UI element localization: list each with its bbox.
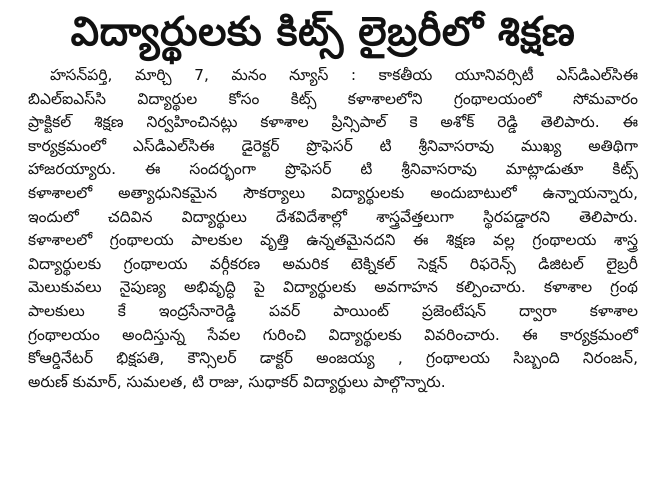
article-line: ఇందులో చదివిన విద్యార్థులు దేశవిదేశాల్లో శాస్త్రవేత్తలుగా స్థిరపడ్డారని తెలిపారు. (28, 207, 638, 226)
headline: విద్యార్థులకు కిట్స్ లైబ్రరీలో శిక్షణ (70, 9, 576, 55)
article-line: ప్రాక్టికల్ శిక్షణ నిర్వహించినట్లు కళాశాల ప్రిన్సిపాల్ కె అశోక్ రెడ్డి తెలిపారు. ఈ (28, 113, 638, 132)
article-line: కళాశాలలో అత్యాధునికమైన సౌకర్యాలు విద్యార్థులకు అందుబాటులో ఉన్నాయన్నారు, (28, 183, 638, 202)
article-line: కోఆర్డినేటర్ భిక్షపతి, కౌన్సిలర్ డాక్టర్ అంజయ్య , గ్రంథాలయ సిబ్బంది నిరంజన్, (28, 349, 638, 368)
article-line: గ్రంథాలయం అందిస్తున్న సేవల గురించి విద్యార్థులకు వివరించారు. ఈ కార్యక్రమంలో (28, 325, 638, 344)
article-body (28, 64, 638, 394)
article-line: కార్యక్రమంలో ఎస్‌డిఎల్‌సిఈ డైరెక్టర్ ప్రొఫెసర్ టి శ్రీనివాసరావు ముఖ్య అతిథిగా (28, 136, 638, 155)
article-line: అరుణ్ కుమార్, సుమలత, టి రాజు, సుధాకర్ విద్యార్థులు పాల్గొన్నారు. (28, 372, 446, 391)
article-line: మెలుకువలు నైపుణ్య అభివృద్ధి పై విద్యార్థులకు అవగాహన కల్పించారు. కళాశాల గ్రంథ (28, 278, 638, 297)
article-line: హసన్‌పర్తి, మార్చి 7, మనం న్యూస్ : కాకతీయ యూనివర్సిటీ ఎస్‌డిఎల్‌సిఈ (50, 66, 638, 84)
article-line: విద్యార్థులకు గ్రంథాలయ వర్గీకరణ అమరిక టెక్నికల్ సెక్షన్ రిఫరెన్స్ డిజిటల్ లైబ్రరీ (28, 254, 638, 273)
article-line: పాలకులు కే ఇంద్రసేనారెడ్డి పవర్ పాయింట్ ప్రజెంటేషన్ ద్వారా కళాశాల (28, 301, 638, 320)
article-line: కళాశాలలో గ్రంథాలయ పాలకుల వృత్తి ఉన్నతమైనదని ఈ శిక్షణ వల్ల గ్రంథాలయ శాస్త్ర (28, 231, 638, 250)
article-line: బిఎల్‌ఐఎస్‌సి విద్యార్థుల కోసం కిట్స్ కళాశాలలోని గ్రంథాలయంలో సోమవారం (28, 89, 638, 108)
article-line: హాజరయ్యారు. ఈ సందర్భంగా ప్రొఫెసర్ టి శ్రీనివాసరావు మాట్లాడుతూ కిట్స్ (28, 160, 638, 179)
